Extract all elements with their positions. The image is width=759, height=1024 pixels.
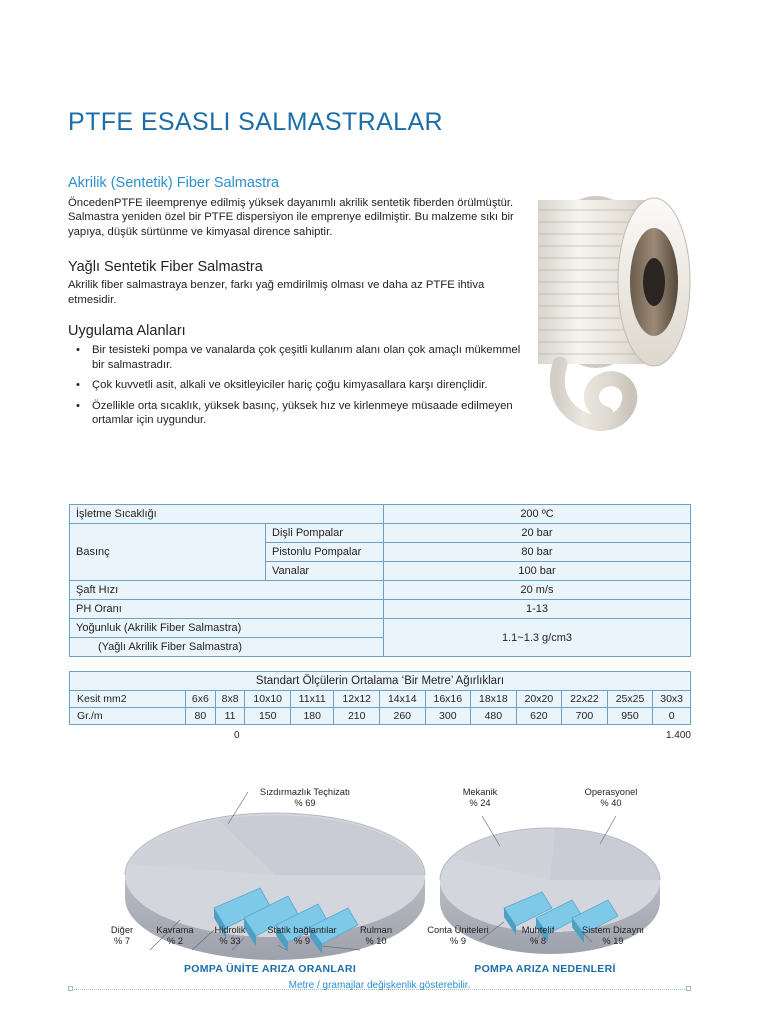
weight-cell: 210: [334, 708, 380, 725]
weight-cell: 0: [653, 708, 691, 725]
size-col: 6x6: [186, 691, 216, 708]
table-row: [70, 524, 691, 543]
spec-label: Yoğunluk (Akrilik Fiber Salmastra): [70, 619, 384, 638]
table-row: [70, 691, 691, 708]
chart-label-conta: Conta Üniteleri % 9: [427, 925, 489, 946]
spec-value: 100 bar: [384, 562, 691, 581]
table-row: [70, 672, 691, 691]
chart-label-operasyonel: Operasyonel % 40: [584, 787, 638, 808]
chart-caption-right: POMPA ARIZA NEDENLERİ: [474, 963, 616, 975]
table-row: [70, 505, 691, 524]
spec-value: 20 bar: [384, 524, 691, 543]
table-row: [70, 619, 691, 638]
spec-sublabel: Dişli Pompalar: [266, 524, 384, 543]
section-heading-applications: Uygulama Alanları: [68, 323, 186, 340]
table-row: [70, 708, 691, 725]
product-photo: [524, 170, 714, 470]
weight-cell: 180: [290, 708, 333, 725]
weight-cell: 80: [186, 708, 216, 725]
size-col: 11x11: [290, 691, 333, 708]
spec-value: 80 bar: [384, 543, 691, 562]
spec-value: 200 ºC: [384, 505, 691, 524]
chart-label-statik: Statik bağlantılar % 9: [267, 925, 337, 946]
size-table-rowhead-section: Kesit mm2: [70, 691, 186, 708]
spec-label: (Yağlı Akrilik Fiber Salmastra): [70, 638, 384, 657]
chart-caption-left: POMPA ÜNİTE ARIZA ORANLARI: [183, 963, 357, 975]
size-table-rowhead-weight: Gr./m: [70, 708, 186, 725]
chart-label-diger: Diğer % 7: [110, 925, 134, 946]
section-heading-acrylic: Akrilik (Sentetik) Fiber Salmastra: [68, 175, 280, 191]
size-col: 12x12: [334, 691, 380, 708]
spec-label: İşletme Sıcaklığı: [70, 505, 384, 524]
packing-spool-image: [524, 170, 714, 470]
pie-chart-pump-unit-failures: [110, 780, 440, 980]
spec-label: Şaft Hızı: [70, 581, 384, 600]
chart-label-muhtelif: Muhtelif % 8: [521, 925, 555, 946]
list-item: [68, 399, 528, 428]
list-item: [68, 343, 528, 372]
size-col: 18x18: [471, 691, 517, 708]
weight-cell: 150: [245, 708, 291, 725]
section-paragraph-acrylic: ÖncedenPTFE ileemprenye edilmiş yüksek dayanımlı akrilik sentetik fiberden örülmüştür. Salmastra yeniden özel bir PTFE dispersiyon ile emprenye edilmiştir. Bu malzeme sıkı bir yapıya, düşük sürtünme ve kimyasal dirence sahiptir.: [68, 197, 514, 238]
chart-label-rulman: Rulman % 10: [359, 925, 393, 946]
weight-cell: 260: [379, 708, 425, 725]
size-col: 25x25: [607, 691, 653, 708]
weight-cell: 950: [607, 708, 653, 725]
size-col: 22x22: [562, 691, 608, 708]
text-column: [68, 175, 528, 434]
pie-chart-pump-failure-causes: [430, 800, 670, 980]
size-col: 14x14: [379, 691, 425, 708]
weight-cell: 700: [562, 708, 608, 725]
scale-max: 1.400: [665, 730, 691, 741]
size-col: 10x10: [245, 691, 291, 708]
bullet-dot-icon: •: [76, 379, 80, 392]
chart-label-mekanik: Mekanik % 24: [462, 787, 498, 808]
chart-label-kavrama: Kavrama % 2: [156, 925, 194, 946]
section-paragraph-oiled: Akrilik fiber salmastraya benzer, farkı yağ emdirilmiş olması ve daha az PTFE ihtiva etmesidir.: [68, 279, 485, 306]
size-table-title: Standart Ölçülerin Ortalama ‘Bir Metre’ Ağırlıkları: [70, 672, 691, 691]
page-title: PTFE ESASLI SALMASTRALAR: [68, 108, 443, 136]
table-row: [70, 581, 691, 600]
size-col: 30x3: [653, 691, 691, 708]
spec-sublabel: Vanalar: [266, 562, 384, 581]
footer-note: Metre / gramajlar değişkenlik gösterebilir.: [288, 980, 471, 991]
weight-cell: 620: [516, 708, 562, 725]
chart-label-sizdirmazlik: Sızdırmazlık Teçhizatı % 69: [259, 787, 351, 808]
section-heading-oiled: Yağlı Sentetik Fiber Salmastra: [68, 259, 263, 276]
weight-cell: 300: [425, 708, 471, 725]
spec-value: 20 m/s: [384, 581, 691, 600]
size-col: 16x16: [425, 691, 471, 708]
size-col: 20x20: [516, 691, 562, 708]
scale-min: 0: [234, 730, 240, 741]
size-table: [69, 671, 691, 725]
chart-label-sistem-dizayni: Sistem Dizaynı % 19: [582, 925, 644, 946]
weight-cell: 11: [215, 708, 245, 725]
size-col: 8x8: [215, 691, 245, 708]
charts-area: [0, 755, 759, 985]
chart-label-hidrolik: Hidrolik % 33: [214, 925, 246, 946]
list-item-text: Özellikle orta sıcaklık, yüksek basınç, yüksek hız ve kirlenmeye müsaade edilmeyen ortamlar için uygundur.: [92, 399, 513, 427]
spec-value: 1-13: [384, 600, 691, 619]
weight-cell: 480: [471, 708, 517, 725]
spec-label: PH Oranı: [70, 600, 384, 619]
application-bullet-list: [68, 343, 528, 428]
bullet-dot-icon: •: [76, 344, 80, 357]
bullet-dot-icon: •: [76, 399, 80, 412]
spec-value: 1.1~1.3 g/cm3: [384, 619, 691, 657]
spec-sublabel: Pistonlu Pompalar: [266, 543, 384, 562]
list-item: [68, 378, 528, 393]
spec-label: Basınç: [70, 524, 266, 581]
list-item-text: Bir tesisteki pompa ve vanalarda çok çeşitli kullanım alanı olan çok amaçlı mükemmel bir salmastradır.: [92, 344, 521, 371]
spec-table: [69, 504, 691, 657]
table-row: [70, 600, 691, 619]
list-item-text: Çok kuvvetli asit, alkali ve oksitleyiciler hariç çoğu kimyasallara karşı dirençlidir.: [92, 379, 488, 392]
